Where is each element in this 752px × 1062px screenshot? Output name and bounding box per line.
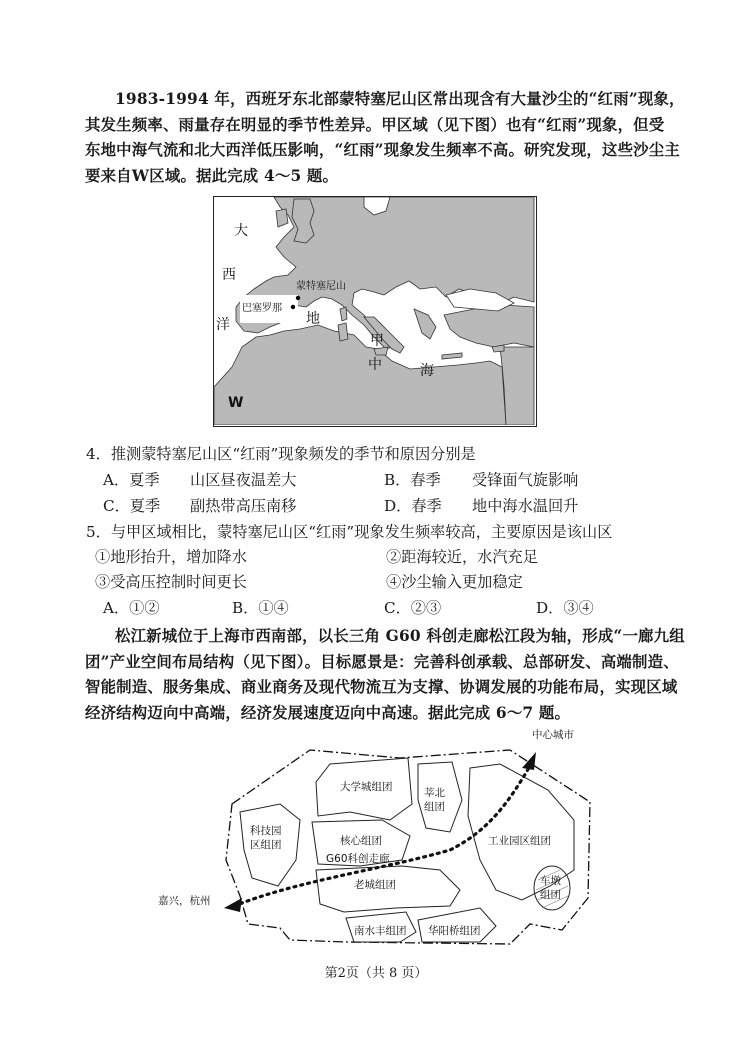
greece-landmass: [414, 309, 436, 339]
q4-option-a-text: 山区昼夜温差大: [190, 471, 297, 489]
label-science-park-1: 科技园: [250, 825, 282, 837]
label-chedun-2: 组团: [540, 889, 561, 901]
label-g60: G60科创走廊: [326, 853, 390, 865]
label-university: 大学城组团: [340, 781, 393, 793]
map1-label-di: 地: [306, 311, 320, 327]
q5-statement-2: ②距海较近，水汽充足: [386, 548, 538, 566]
arrow-to-center-city: [522, 752, 536, 770]
label-old-city: 老城组团: [354, 879, 396, 891]
crete: [442, 353, 462, 359]
arrow-to-jiaxing: [224, 898, 242, 912]
africa-landmass: [214, 325, 506, 425]
q5-option-a: A．①②: [103, 599, 160, 617]
q4-option-c-letter: C．夏季: [103, 497, 161, 515]
q4-option-b-letter: B．春季: [384, 471, 441, 489]
map1-label-hai: 海: [420, 363, 434, 379]
passage-1: [85, 87, 685, 189]
montseny-point: [296, 296, 300, 300]
map1-label-barcelona: 巴塞罗那: [242, 303, 282, 314]
q4-option-a-letter: A．夏季: [103, 471, 160, 489]
q5-option-c: C．②③: [384, 599, 442, 617]
label-center-city: 中心城市: [532, 729, 574, 741]
label-huayangqiao: 华阳桥组团: [428, 925, 481, 937]
passage-1-line: 东地中海气流和北大西洋低压影响，“红雨”现象发生频率不高。研究发现，这些沙尘主: [85, 141, 680, 159]
passage-2-line: 松江新城位于上海市西南部，以长三角 G60 科创走廊松江段为轴，形成“一廊九组: [115, 627, 685, 645]
ireland-landmass: [276, 209, 288, 227]
mediterranean-map: [213, 196, 537, 427]
sardinia: [338, 323, 348, 341]
map1-label-montseny: 蒙特塞尼山: [296, 281, 346, 292]
label-industrial: 工业园区组团: [488, 835, 551, 847]
label-nanshuifeng: 南水丰组团: [354, 925, 407, 937]
passage-2-line: 团”产业空间布局结构（见下图）。目标愿景是：完善科创承载、总部研发、高端制造、: [85, 652, 679, 671]
map1-label-w: W: [228, 395, 244, 411]
mediterranean-map-svg: [214, 197, 535, 425]
label-science-park-2: 区组团: [250, 839, 282, 851]
corsica: [340, 307, 347, 321]
turkey-landmass: [444, 305, 534, 347]
map1-label-jia: 甲: [370, 333, 384, 349]
map1-label-xi: 西: [222, 267, 236, 283]
q5-statement-1: ①地形抬升，增加降水: [95, 548, 247, 566]
label-jiaxing-hangzhou: 嘉兴，杭州: [158, 895, 211, 907]
map1-label-da: 大: [234, 223, 248, 239]
q5-statement-4: ④沙尘输入更加稳定: [386, 573, 523, 591]
q4-option-b-text: 受锋面气旋影响: [472, 471, 579, 489]
passage-2-line: 智能制造、服务集成、商业商务及现代物流互为支撑、协调发展的功能布局，实现区域: [85, 678, 678, 696]
q4-option-c-text: 副热带高压南移: [190, 497, 297, 515]
page-footer: 第2页（共 8 页）: [324, 966, 428, 981]
passage-1-line: 1983-1994 年，西班牙东北部蒙特塞尼山区常出现含有大量沙尘的“红雨”现象，: [115, 90, 685, 108]
q5-stem: 5．与甲区域相比，蒙特塞尼山区“红雨”现象发生频率较高，主要原因是该山区: [86, 523, 613, 541]
passage-1-line: 要来自W区域。据此完成 4～5 题。: [85, 166, 339, 185]
q5-option-d: D．③④: [536, 599, 594, 617]
map1-label-yang: 洋: [216, 317, 230, 333]
songjiang-layout-map: [150, 720, 610, 952]
barcelona-point: [291, 305, 295, 309]
map1-label-zhong: 中: [368, 357, 382, 373]
britain-landmass: [292, 199, 314, 243]
q5-option-b: B．①④: [232, 599, 289, 617]
label-chedun-1: 车墩: [540, 875, 561, 887]
songjiang-layout-svg: [150, 720, 610, 952]
passage-2: [85, 624, 685, 726]
q4-option-d-letter: D．春季: [384, 497, 442, 515]
label-sijing-2: 组团: [424, 801, 445, 813]
q4-stem: 4．推测蒙特塞尼山区“红雨”现象频发的季节和原因分别是: [86, 445, 476, 463]
passage-2-line: 经济结构迈向中高端，经济发展速度迈向中高速。据此完成 6～7 题。: [85, 703, 571, 722]
middle-east-landmass: [500, 347, 534, 425]
q5-statement-3: ③受高压控制时间更长: [95, 573, 247, 591]
q4-option-d-text: 地中海水温回升: [472, 497, 579, 515]
label-core: 核心组团: [340, 835, 382, 847]
passage-1-line: 其发生频率、雨量存在明显的季节性差异。甲区域（见下图）也有“红雨”现象，但受: [85, 115, 665, 134]
label-sijing-1: 莘北: [424, 787, 445, 799]
